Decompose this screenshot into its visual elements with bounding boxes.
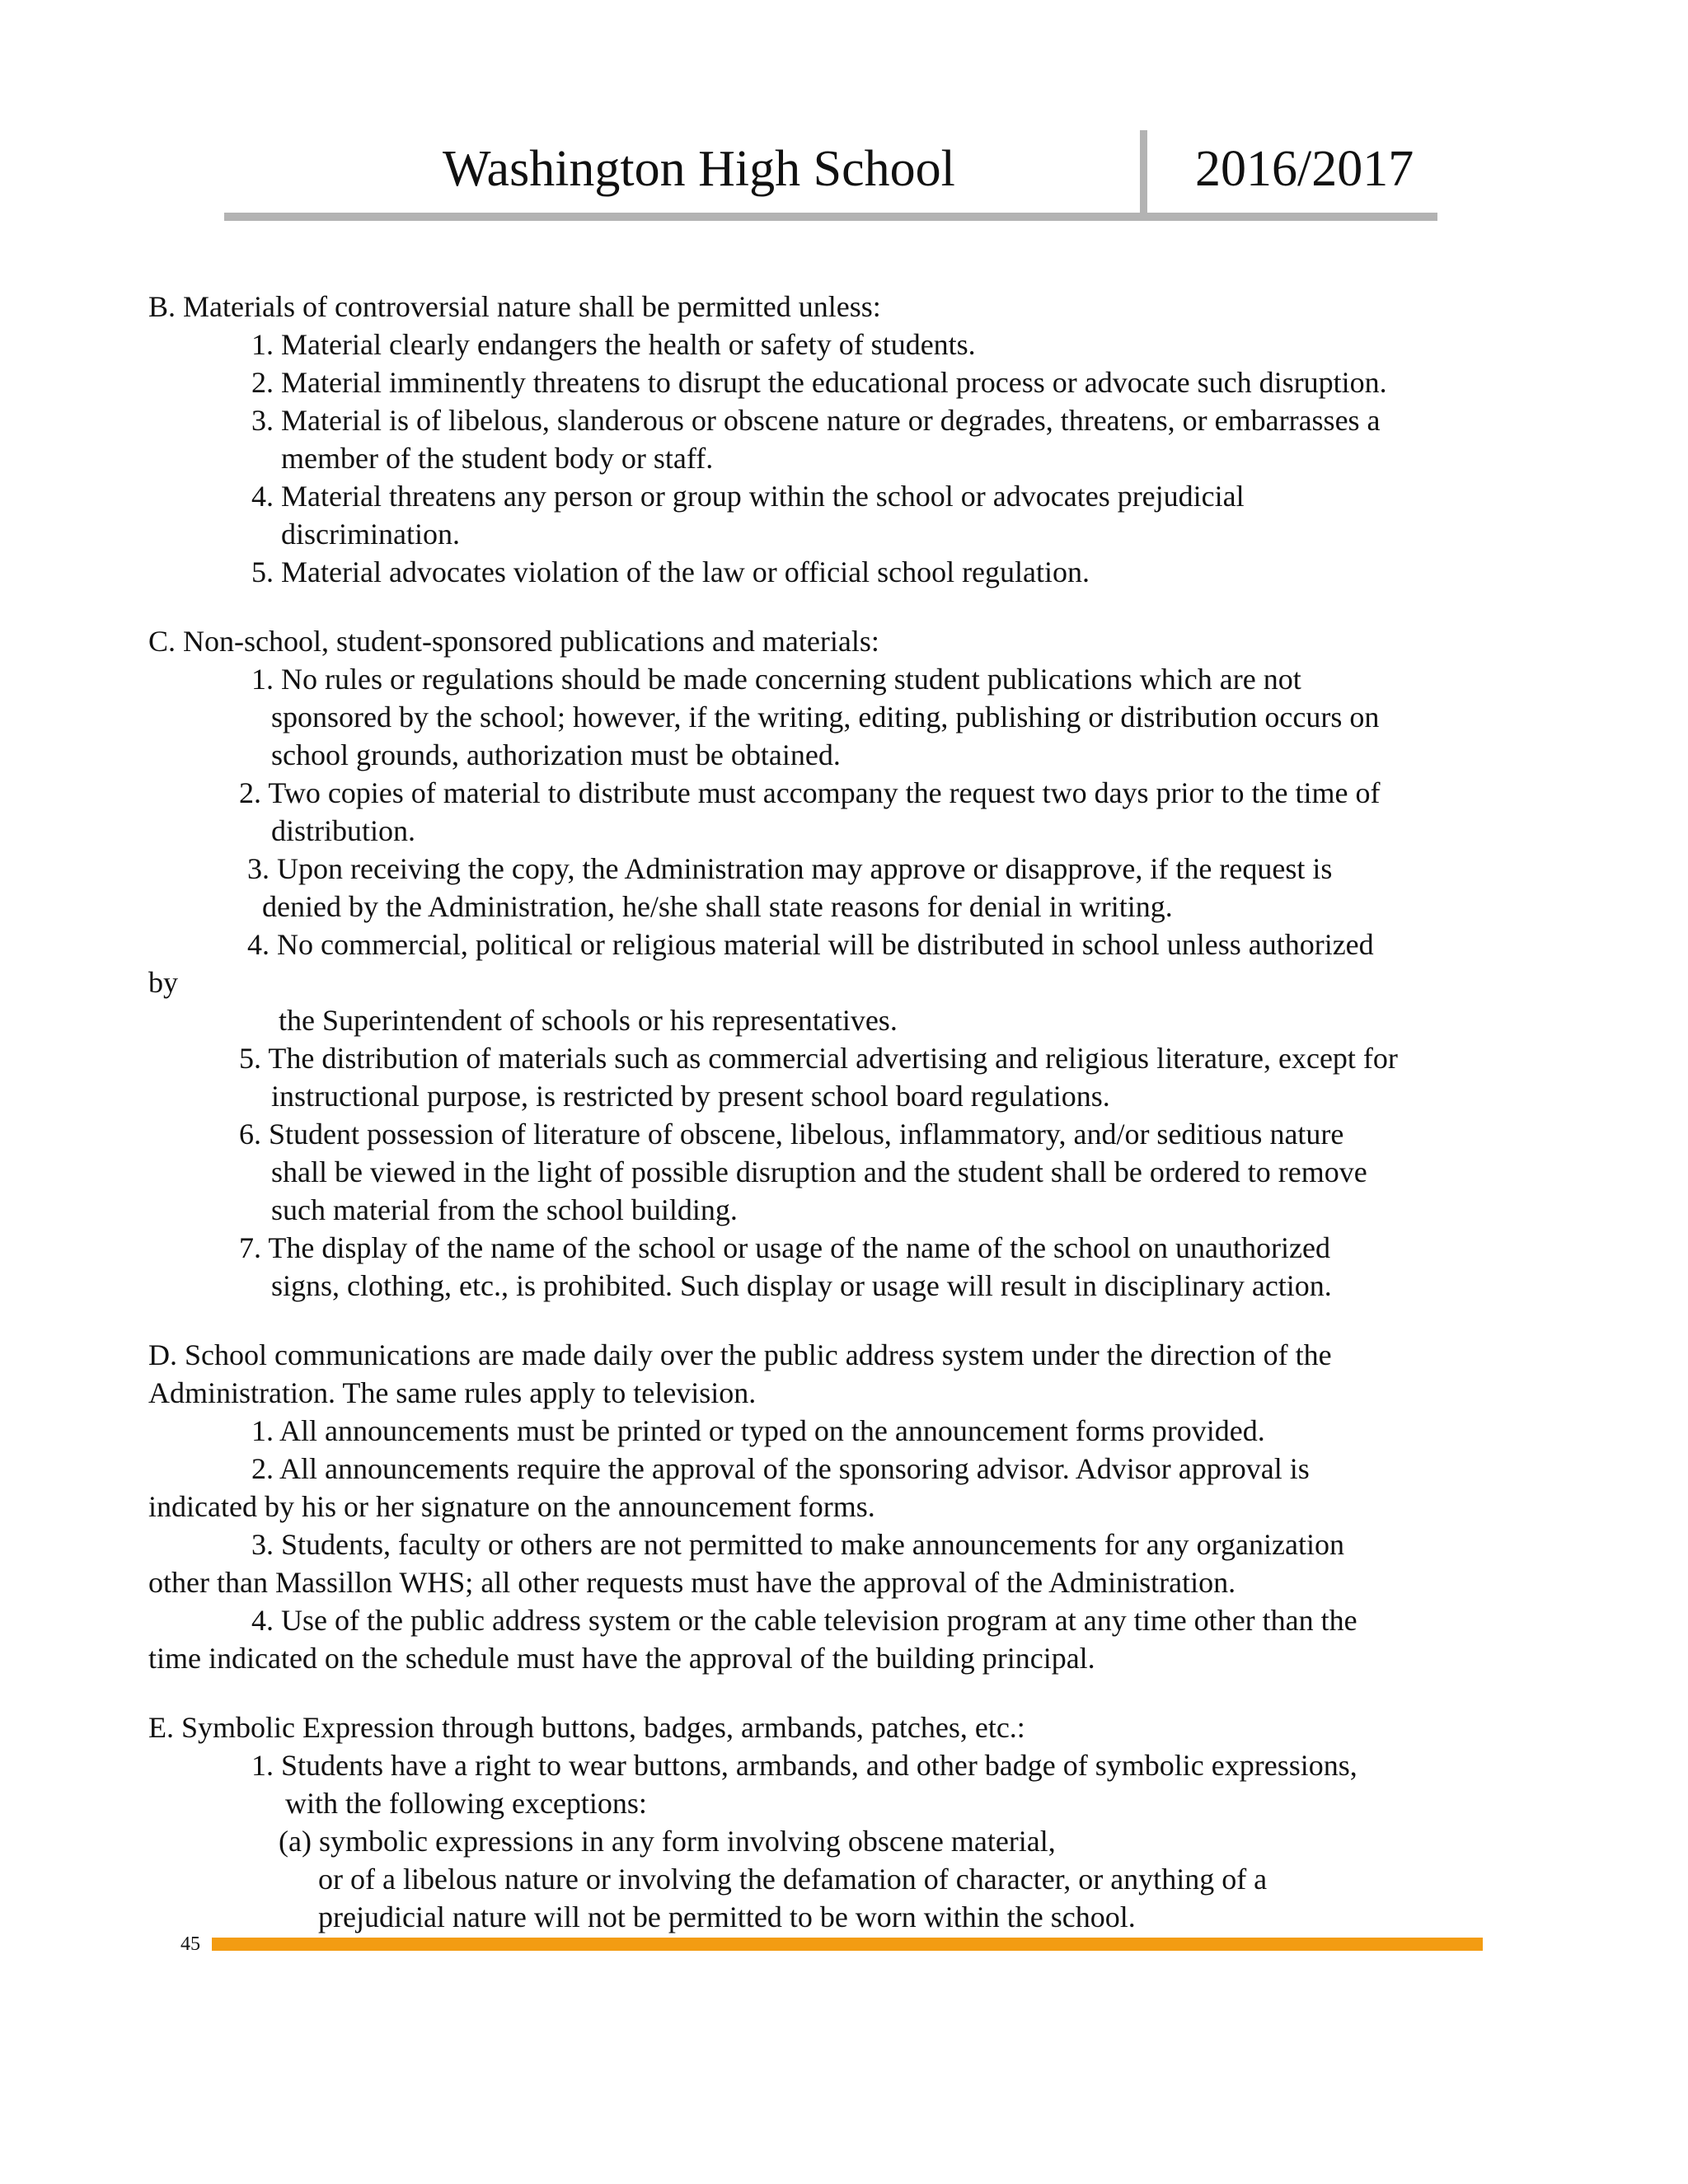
list-item-continued: by xyxy=(148,966,178,999)
list-item: 4. Material threatens any person or group within the school or advocates prejudicial xyxy=(251,480,1245,513)
list-item-continued: school grounds, authorization must be obtained. xyxy=(271,738,841,771)
list-item-continued: denied by the Administration, he/she shall state reasons for denial in writing. xyxy=(262,890,1173,923)
list-item-continued: shall be viewed in the light of possible disruption and the student shall be ordered to remove xyxy=(271,1155,1367,1188)
list-item-continued: with the following exceptions: xyxy=(285,1787,647,1820)
list-item: 1. No rules or regulations should be made concerning student publications which are not xyxy=(251,663,1301,696)
list-item: 5. The distribution of materials such as commercial advertising and religious literature, except for xyxy=(239,1042,1398,1075)
sub-list-item-continued: or of a libelous nature or involving the defamation of character, or anything of a xyxy=(318,1863,1268,1896)
list-item: 4. No commercial, political or religious material will be distributed in school unless authorized xyxy=(247,928,1374,961)
list-item-continued: discrimination. xyxy=(281,518,460,551)
header-school-year: 2016/2017 xyxy=(1195,141,1414,197)
list-item-continued: signs, clothing, etc., is prohibited. Such display or usage will result in disciplinary action. xyxy=(271,1269,1332,1302)
section-e-heading: E. Symbolic Expression through buttons, badges, armbands, patches, etc.: xyxy=(148,1711,1025,1744)
list-item-continued: indicated by his or her signature on the announcement forms. xyxy=(148,1490,875,1523)
sub-list-item-continued: prejudicial nature will not be permitted to be worn within the school. xyxy=(318,1900,1136,1933)
list-item-continued: other than Massillon WHS; all other requests must have the approval of the Administration. xyxy=(148,1566,1236,1599)
list-item-continued: such material from the school building. xyxy=(271,1193,738,1226)
header-divider-vertical xyxy=(1140,130,1147,216)
page-number: 45 xyxy=(181,1933,200,1955)
list-item: 3. Material is of libelous, slanderous or obscene nature or degrades, threatens, or embarrasses a xyxy=(251,404,1381,437)
list-item: 2. Material imminently threatens to disrupt the educational process or advocate such disruption. xyxy=(251,366,1387,399)
list-item: 5. Material advocates violation of the law or official school regulation. xyxy=(251,555,1090,588)
header-rule xyxy=(224,213,1437,221)
list-item-continued: sponsored by the school; however, if the writing, editing, publishing or distribution occurs on xyxy=(271,701,1380,733)
list-item: 1. Students have a right to wear buttons, armbands, and other badge of symbolic expressions, xyxy=(251,1749,1357,1782)
footer-rule xyxy=(212,1938,1483,1951)
list-item: 2. All announcements require the approval of the sponsoring advisor. Advisor approval is xyxy=(251,1452,1310,1485)
section-b-heading: B. Materials of controversial nature shall be permitted unless: xyxy=(148,290,881,323)
list-item: 1. All announcements must be printed or typed on the announcement forms provided. xyxy=(251,1414,1265,1447)
header-school-name: Washington High School xyxy=(443,141,955,197)
list-item: 3. Students, faculty or others are not permitted to make announcements for any organization xyxy=(251,1528,1344,1561)
list-item-continued: member of the student body or staff. xyxy=(281,442,714,475)
list-item-continued: distribution. xyxy=(271,814,416,847)
list-item-continued: the Superintendent of schools or his representatives. xyxy=(279,1004,898,1037)
list-item: 4. Use of the public address system or the cable television program at any time other than the xyxy=(251,1604,1357,1637)
section-d-heading-continued: Administration. The same rules apply to television. xyxy=(148,1376,757,1409)
sub-list-item: (a) symbolic expressions in any form involving obscene material, xyxy=(279,1825,1056,1858)
list-item: 7. The display of the name of the school or usage of the name of the school on unauthorized xyxy=(239,1231,1330,1264)
list-item: 2. Two copies of material to distribute must accompany the request two days prior to the time of xyxy=(239,776,1381,809)
list-item: 1. Material clearly endangers the health or safety of students. xyxy=(251,328,976,361)
list-item-continued: instructional purpose, is restricted by present school board regulations. xyxy=(271,1080,1110,1113)
list-item-continued: time indicated on the schedule must have the approval of the building principal. xyxy=(148,1642,1095,1675)
list-item: 6. Student possession of literature of obscene, libelous, inflammatory, and/or seditious nature xyxy=(239,1118,1344,1151)
list-item: 3. Upon receiving the copy, the Administration may approve or disapprove, if the request is xyxy=(247,852,1333,885)
section-c-heading: C. Non-school, student-sponsored publications and materials: xyxy=(148,625,879,658)
section-d-heading: D. School communications are made daily over the public address system under the direction of the xyxy=(148,1338,1332,1371)
